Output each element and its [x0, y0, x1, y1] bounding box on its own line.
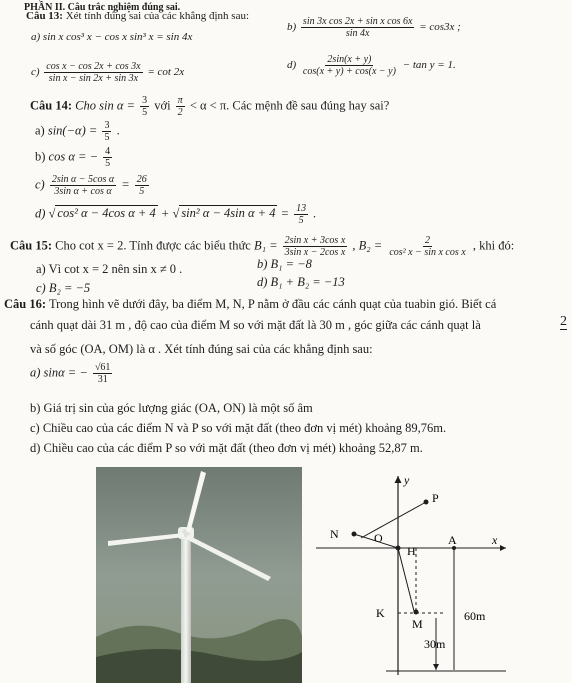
point-n: [352, 532, 357, 537]
q14-d-rnum: 13: [296, 203, 307, 214]
q13-d-den: cos(x + y) + cos(x − y): [302, 66, 396, 77]
q15-b2: , B₂ =: [352, 238, 383, 253]
q16-option-d: d) Chiều cao của các điểm P so với mặt đất (theo đơn vị mét) khoảng 52,87 m.: [30, 441, 423, 455]
q14-d-end: .: [313, 206, 317, 221]
q13-c-num: cos x − cos 2x + cos 3x: [46, 61, 141, 72]
q14-a-fraction: [102, 120, 111, 143]
q13-d-rhs: − tan y = 1.: [402, 59, 456, 72]
q14-b-expr: cos α = −: [48, 149, 99, 164]
q13-c-rhs: = cot 2x: [147, 66, 185, 79]
q14-label: Câu 14:: [30, 98, 73, 113]
q14-c-den: 3sin α + cos α: [54, 186, 112, 197]
q14-a-label: a): [35, 123, 45, 138]
q16-line-3: và số góc (OA, OM) là α . Xét tính đúng sai của các khẳng định sau:: [30, 342, 373, 356]
q15-label: Câu 15:: [10, 238, 53, 253]
q13-b-num: sin 3x cos 2x + sin x cos 6x: [302, 16, 413, 27]
point-o: [396, 546, 401, 551]
q14-d-plus: +: [160, 206, 170, 221]
q13-c-den: sin x − sin 2x + sin 3x: [48, 73, 139, 84]
q14-stem: [30, 95, 389, 118]
q13-b-label: b): [287, 21, 297, 34]
q15-b1-fraction: [283, 235, 348, 258]
q16-angle-fraction-num: 2: [560, 314, 567, 329]
q14-d-rden: 5: [298, 215, 304, 226]
q16-a-fraction: [93, 362, 113, 385]
q14-d-eq: =: [280, 206, 290, 221]
q15-b2-den: cos² x − sin x cos x: [389, 247, 466, 258]
q15-b1: B₁ =: [253, 238, 278, 253]
q13-option-b: [287, 16, 461, 39]
q14-f1-num: 3: [142, 95, 148, 106]
label-x: x: [492, 533, 498, 547]
q13-b-rhs: = cos3x ;: [419, 21, 461, 34]
label-n: N: [330, 527, 339, 541]
label-o: O: [374, 531, 383, 545]
q15-b1-num: 2sin x + 3cos x: [284, 235, 346, 246]
q16-line2-text: cánh quạt dài 31 m , độ cao của điểm M so với mặt đất là 30 m , góc giữa các cánh quạt là: [30, 318, 481, 332]
q16-option-c: c) Chiều cao của các điểm N và P so với mặt đất (theo đơn vị mét) khoảng 89,76m.: [30, 421, 447, 435]
label-k: K: [376, 606, 385, 620]
q14-option-c: [35, 174, 151, 197]
q14-b-den: 5: [105, 158, 111, 169]
q13-text: Xét tính đúng sai của các khẳng định sau:: [65, 10, 250, 22]
q14-a-den: 5: [104, 132, 110, 143]
q13-c-fraction: [44, 61, 142, 84]
q14-option-d: d) √ cos² α − 4cos α + 4 + √ sin² α − 4sin α + 4 = $\frac{13}{5}$ .: [35, 203, 317, 226]
blade-op: [361, 502, 426, 538]
q14-b-label: b): [35, 149, 46, 164]
label-30m: 30m: [424, 637, 446, 651]
q16-a-label: a) sinα = −: [30, 365, 88, 380]
q13-d-label: d): [287, 59, 297, 72]
q14-option-a: [35, 120, 120, 143]
q13-option-c: [31, 61, 184, 84]
q16-option-a: [30, 362, 114, 385]
q14-d-label: d): [35, 206, 46, 221]
q14-frac-2: [176, 95, 185, 118]
q15-option-b: b) B₁ = −8: [257, 257, 312, 271]
q14-b-num: 4: [105, 146, 111, 157]
q13-a-label: a): [31, 31, 41, 43]
label-y: y: [404, 473, 410, 487]
q14-c-result: [135, 174, 149, 197]
q16-option-b: b) Giá trị sin của góc lượng giác (OA, ON) là một số âm: [30, 401, 313, 415]
q13-b-fraction: [301, 16, 415, 39]
q14-f2-num: π: [177, 95, 183, 106]
label-p: P: [432, 491, 439, 505]
q14-c-fraction: [50, 174, 116, 197]
q14-option-b: [35, 146, 114, 169]
q13-d-fraction: [301, 54, 398, 77]
q16-line1-text: Trong hình vẽ dưới đây, ba điểm M, N, P nằm ở đầu các cánh quạt của tuabin gió. Biết cá: [48, 297, 497, 311]
q15-b2-fraction: [387, 235, 467, 258]
q15-b1-den: 3sin x − 2cos x: [284, 247, 346, 258]
q14-d-result: [294, 203, 308, 226]
q15-b2-num: 2: [425, 235, 431, 246]
q14-c-eq: =: [121, 177, 130, 192]
q14-intro-a: Cho sin α =: [75, 98, 135, 113]
q14-d-root-1: cos² α − 4cos α + 4: [57, 206, 156, 221]
q14-intro-b: với: [154, 98, 171, 113]
label-m: M: [412, 617, 423, 631]
q14-a-end: .: [116, 123, 120, 138]
q14-frac-1: [140, 95, 149, 118]
q14-b-fraction: [103, 146, 112, 169]
q13-option-d: [287, 54, 456, 77]
label-h: H: [407, 544, 416, 558]
q13-a-expr: sin x cos³ x − cos x sin³ x = sin 4x: [42, 31, 193, 43]
q15-option-d: d) B₁ + B₂ = −13: [257, 275, 345, 289]
q14-d-root-2: sin² α − 4sin α + 4: [181, 206, 276, 221]
label-60m: 60m: [464, 609, 486, 623]
q16-label: Câu 16:: [4, 297, 47, 311]
wind-turbine-photo: [96, 467, 302, 683]
q14-f2-den: 2: [177, 107, 183, 118]
q14-c-label: c): [35, 177, 45, 192]
q15-intro: Cho cot x = 2. Tính được các biểu thức: [55, 238, 251, 253]
q15-option-a: a) Vì cot x = 2 nên sin x ≠ 0 .: [36, 262, 183, 276]
q14-a-num: 3: [104, 120, 110, 131]
q13-d-num: 2sin(x + y): [327, 54, 372, 65]
section-title: PHẦN II. Câu trắc nghiệm đúng sai.: [24, 2, 181, 13]
q13-c-label: c): [31, 66, 40, 79]
q14-c-num: 2sin α − 5cos α: [51, 174, 115, 185]
q13-label: Câu 13:: [26, 10, 63, 22]
wind-turbine-image: [96, 467, 302, 683]
q16-line-2: [30, 314, 567, 333]
q13-b-den: sin 4x: [345, 28, 370, 39]
q16-a-num: √61: [94, 362, 111, 373]
q14-intro-c: < α < π. Các mệnh đề sau đúng hay sai?: [189, 98, 390, 113]
point-m: [414, 610, 419, 615]
q15-stem: [10, 235, 514, 258]
q14-a-expr: sin(−α) =: [47, 123, 98, 138]
q13-option-a: [31, 31, 192, 44]
point-p: [424, 500, 429, 505]
q16-line-1: [4, 297, 496, 312]
q16-a-den: 31: [97, 374, 108, 385]
q15-tail: , khi đó:: [472, 238, 515, 253]
q14-c-rnum: 26: [136, 174, 147, 185]
q14-c-rden: 5: [139, 186, 145, 197]
q15-option-c: c) B₂ = −5: [36, 281, 91, 295]
label-a: A: [448, 533, 457, 547]
q14-f1-den: 5: [142, 107, 148, 118]
q13-stem: [26, 10, 249, 23]
coordinate-figure: [306, 470, 546, 680]
